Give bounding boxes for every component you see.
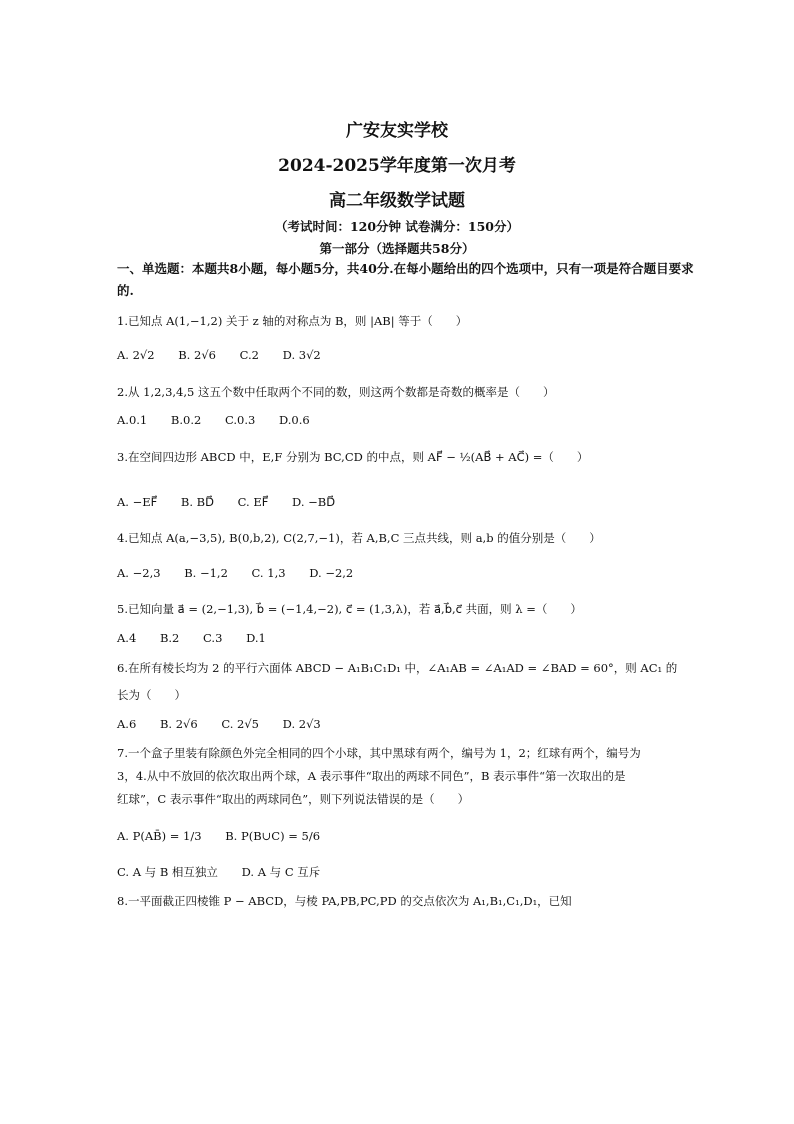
- question-6-stem-line-1: 6.在所有棱长均为 2 的平行六面体 ABCD − A₁B₁C₁D₁ 中，∠A₁AB = ∠A₁AD = ∠BAD = 60°，则 AC₁ 的: [117, 661, 678, 675]
- option-c: C. A 与 B 相互独立: [117, 865, 218, 879]
- exam-title: 2024-2025学年度第一次月考: [278, 156, 516, 176]
- option-b: B. BD⃗: [180, 495, 214, 509]
- question-7-stem-line-1: 7.一个盒子里装有除颜色外完全相同的四个小球，其中黑球有两个，编号为 1，2；红球有两个，编号为: [117, 746, 641, 760]
- question-3-options: [117, 495, 355, 509]
- option-a: A. −2,3: [117, 566, 161, 580]
- question-7-stem-line-2: 3，4.从中不放回的依次取出两个球，A 表示事件“取出的两球不同色”，B 表示事件“第一次取出的是: [117, 769, 626, 783]
- option-b: B.0.2: [170, 413, 202, 427]
- part-heading: 第一部分（选择题共58分）: [319, 241, 475, 256]
- option-d: D. A 与 C 互斥: [241, 865, 321, 879]
- option-d: D. 2√3: [282, 717, 321, 731]
- option-b: B. P(B∪C) = 5/6: [225, 829, 321, 843]
- option-d: D.0.6: [278, 413, 310, 427]
- option-c: C. 2√5: [221, 717, 259, 731]
- question-7-stem-line-3: 红球”，C 表示事件“取出的两球同色”，则下列说法错误的是（ ）: [117, 792, 470, 806]
- school-name: 广安友实学校: [346, 121, 448, 141]
- option-b: B. −1,2: [184, 566, 228, 580]
- question-7-options-row-2: [117, 864, 340, 880]
- option-d: D.1: [246, 631, 266, 645]
- option-b: B. 2√6: [178, 348, 216, 362]
- option-d: D. 3√2: [282, 348, 321, 362]
- option-d: D. −BD⃗: [292, 495, 336, 509]
- option-a: A.4: [117, 631, 137, 645]
- option-a: A. P(AB̄) = 1/3: [117, 829, 202, 843]
- option-c: C.0.3: [224, 413, 256, 427]
- option-c: C. 1,3: [251, 566, 286, 580]
- option-b: B. 2√6: [159, 717, 198, 731]
- option-a: A. 2√2: [117, 348, 155, 362]
- option-a: A.0.1: [117, 413, 148, 427]
- exam-time-info: （考试时间：120分钟 试卷满分：150分）: [274, 219, 520, 234]
- question-6-stem-line-2: 长为（ ）: [117, 688, 186, 702]
- question-1-options: [117, 348, 341, 362]
- question-7-options-row-1: [117, 829, 340, 843]
- option-a: A.6: [117, 717, 137, 731]
- subject-title: 高二年级数学试题: [329, 191, 465, 211]
- question-5-options: [117, 631, 286, 645]
- option-c: C.2: [239, 348, 259, 362]
- question-4-options: [117, 566, 373, 580]
- question-2-options: [117, 413, 330, 427]
- option-d: D. −2,2: [309, 566, 354, 580]
- question-1-stem: 1.已知点 A(1,−1,2) 关于 z 轴的对称点为 B，则 |AB| 等于（ ）: [117, 314, 468, 328]
- question-2-stem: 2.从 1,2,3,4,5 这五个数中任取两个不同的数，则这两个数都是奇数的概率是（ ）: [117, 385, 555, 399]
- section-instruction: 一、单选题：本题共8小题，每小题5分，共40分.在每小题给出的四个选项中，只有一项是符合题目要求的.: [117, 261, 694, 298]
- question-4-stem: 4.已知点 A(a,−3,5), B(0,b,2), C(2,7,−1)，若 A,B,C 三点共线，则 a,b 的值分别是（ ）: [117, 531, 601, 545]
- question-5-stem: 5.已知向量 a⃗ = (2,−1,3), b⃗ = (−1,4,−2), c⃗ = (1,3,λ)，若 a⃗,b⃗,c⃗ 共面，则 λ =（ ）: [117, 602, 582, 616]
- option-b: B.2: [159, 631, 180, 645]
- question-6-options: [117, 717, 341, 731]
- question-8-stem: 8.一平面截正四棱锥 P − ABCD，与棱 PA,PB,PC,PD 的交点依次为 A₁,B₁,C₁,D₁，已知: [117, 894, 572, 908]
- option-c: C. EF⃗: [237, 495, 269, 509]
- option-c: C.3: [203, 631, 223, 645]
- question-3-stem: 3.在空间四边形 ABCD 中，E,F 分别为 BC,CD 的中点，则 AF⃗ − ½(AB⃗ + AC⃗) =（ ）: [117, 450, 589, 464]
- option-a: A. −EF⃗: [117, 495, 158, 509]
